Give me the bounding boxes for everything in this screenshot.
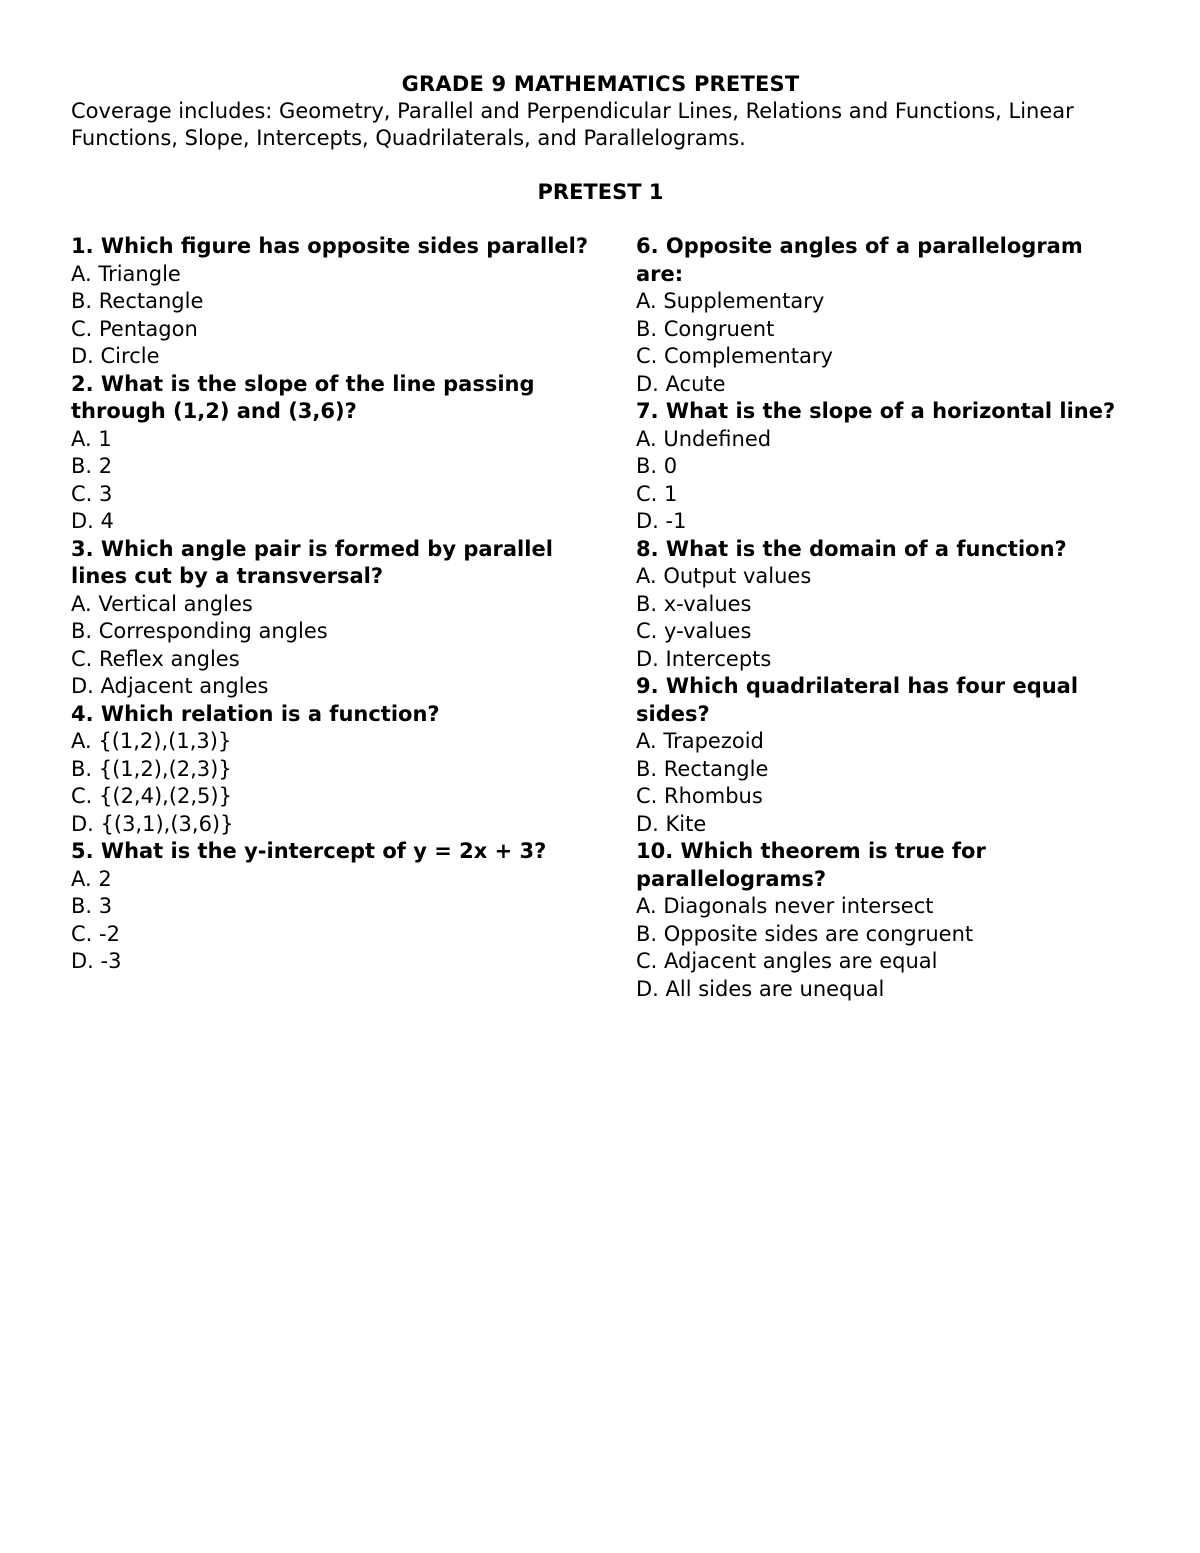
answer-option: A. {(1,2),(1,3)}	[71, 729, 232, 753]
answer-option: A. Triangle	[71, 261, 181, 286]
answer-option: A. Supplementary	[636, 289, 825, 313]
answer-option: B. 0	[636, 454, 678, 478]
question-7	[636, 398, 1136, 536]
answer-option: D. All sides are unequal	[636, 976, 885, 1001]
answer-option: D. Adjacent angles	[71, 674, 269, 698]
answer-option: C. Rhombus	[636, 784, 763, 808]
answer-option: A. Vertical angles	[71, 591, 253, 616]
answer-option: C. y-values	[636, 619, 752, 643]
answer-option: D. Circle	[71, 344, 160, 368]
answer-option: C. -2	[71, 921, 120, 946]
question-text: 7. What is the slope of a horizontal line?	[636, 399, 1116, 423]
question-6	[636, 233, 1136, 398]
question-9	[636, 673, 1136, 838]
right-column	[636, 233, 1136, 1003]
left-column	[71, 233, 636, 1003]
answer-option: D. -3	[71, 949, 122, 973]
question-10	[636, 838, 1136, 1003]
question-text: 2. What is the slope of the line passing through (1,2) and (3,6)?	[71, 371, 535, 423]
document-title: GRADE 9 MATHEMATICS PRETEST	[401, 72, 800, 96]
question-text: 5. What is the y-intercept of y = 2x + 3?	[71, 839, 547, 863]
question-2	[71, 371, 616, 536]
answer-option: B. {(1,2),(2,3)}	[71, 756, 232, 781]
answer-option: C. 3	[71, 481, 113, 506]
question-4	[71, 701, 616, 839]
answer-option: C. Adjacent angles are equal	[636, 949, 938, 973]
answer-option: B. 2	[71, 454, 113, 478]
answer-option: C. Pentagon	[71, 316, 198, 341]
question-text: 10. Which theorem is true for parallelograms?	[636, 839, 986, 891]
answer-option: B. Rectangle	[636, 756, 769, 781]
question-1	[71, 233, 616, 371]
answer-option: C. {(2,4),(2,5)}	[71, 784, 232, 808]
answer-option: D. 4	[71, 509, 114, 533]
question-text: 1. Which figure has opposite sides parallel?	[71, 234, 589, 258]
answer-option: B. 3	[71, 894, 113, 918]
coverage-text: Coverage includes: Geometry, Parallel and Perpendicular Lines, Relations and Functions, Linear Functions, Slope, Intercepts, Quadrilaterals, and Parallelograms.	[71, 99, 1074, 150]
answer-option: D. Intercepts	[636, 646, 772, 671]
answer-option: C. Complementary	[636, 344, 833, 368]
answer-option: A. Trapezoid	[636, 729, 764, 753]
answer-option: C. Reflex angles	[71, 646, 240, 671]
question-text: 9. Which quadrilateral has four equal sides?	[636, 674, 1079, 726]
question-8	[636, 536, 1136, 674]
answer-option: A. Output values	[636, 564, 812, 588]
question-text: 8. What is the domain of a function?	[636, 536, 1067, 561]
questions-columns	[71, 233, 1136, 1003]
answer-option: B. Rectangle	[71, 289, 204, 313]
answer-option: D. -1	[636, 509, 687, 533]
pretest-heading: PRETEST 1	[537, 180, 664, 204]
question-text: 3. Which angle pair is formed by parallel lines cut by a transversal?	[71, 536, 553, 588]
answer-option: B. Corresponding angles	[71, 619, 328, 643]
answer-option: A. Undefined	[636, 426, 772, 451]
question-text: 4. Which relation is a function?	[71, 701, 440, 726]
answer-option: D. Kite	[636, 811, 707, 836]
answer-option: A. 1	[71, 426, 112, 451]
answer-option: D. Acute	[636, 371, 726, 396]
answer-option: D. {(3,1),(3,6)}	[71, 811, 234, 836]
answer-option: C. 1	[636, 481, 678, 506]
answer-option: B. x-values	[636, 591, 752, 616]
answer-option: B. Congruent	[636, 316, 775, 341]
question-text: 6. Opposite angles of a parallelogram are:	[636, 234, 1083, 286]
answer-option: B. Opposite sides are congruent	[636, 921, 974, 946]
question-5	[71, 838, 616, 976]
answer-option: A. Diagonals never intersect	[636, 894, 934, 918]
question-3	[71, 536, 616, 701]
answer-option: A. 2	[71, 866, 112, 891]
